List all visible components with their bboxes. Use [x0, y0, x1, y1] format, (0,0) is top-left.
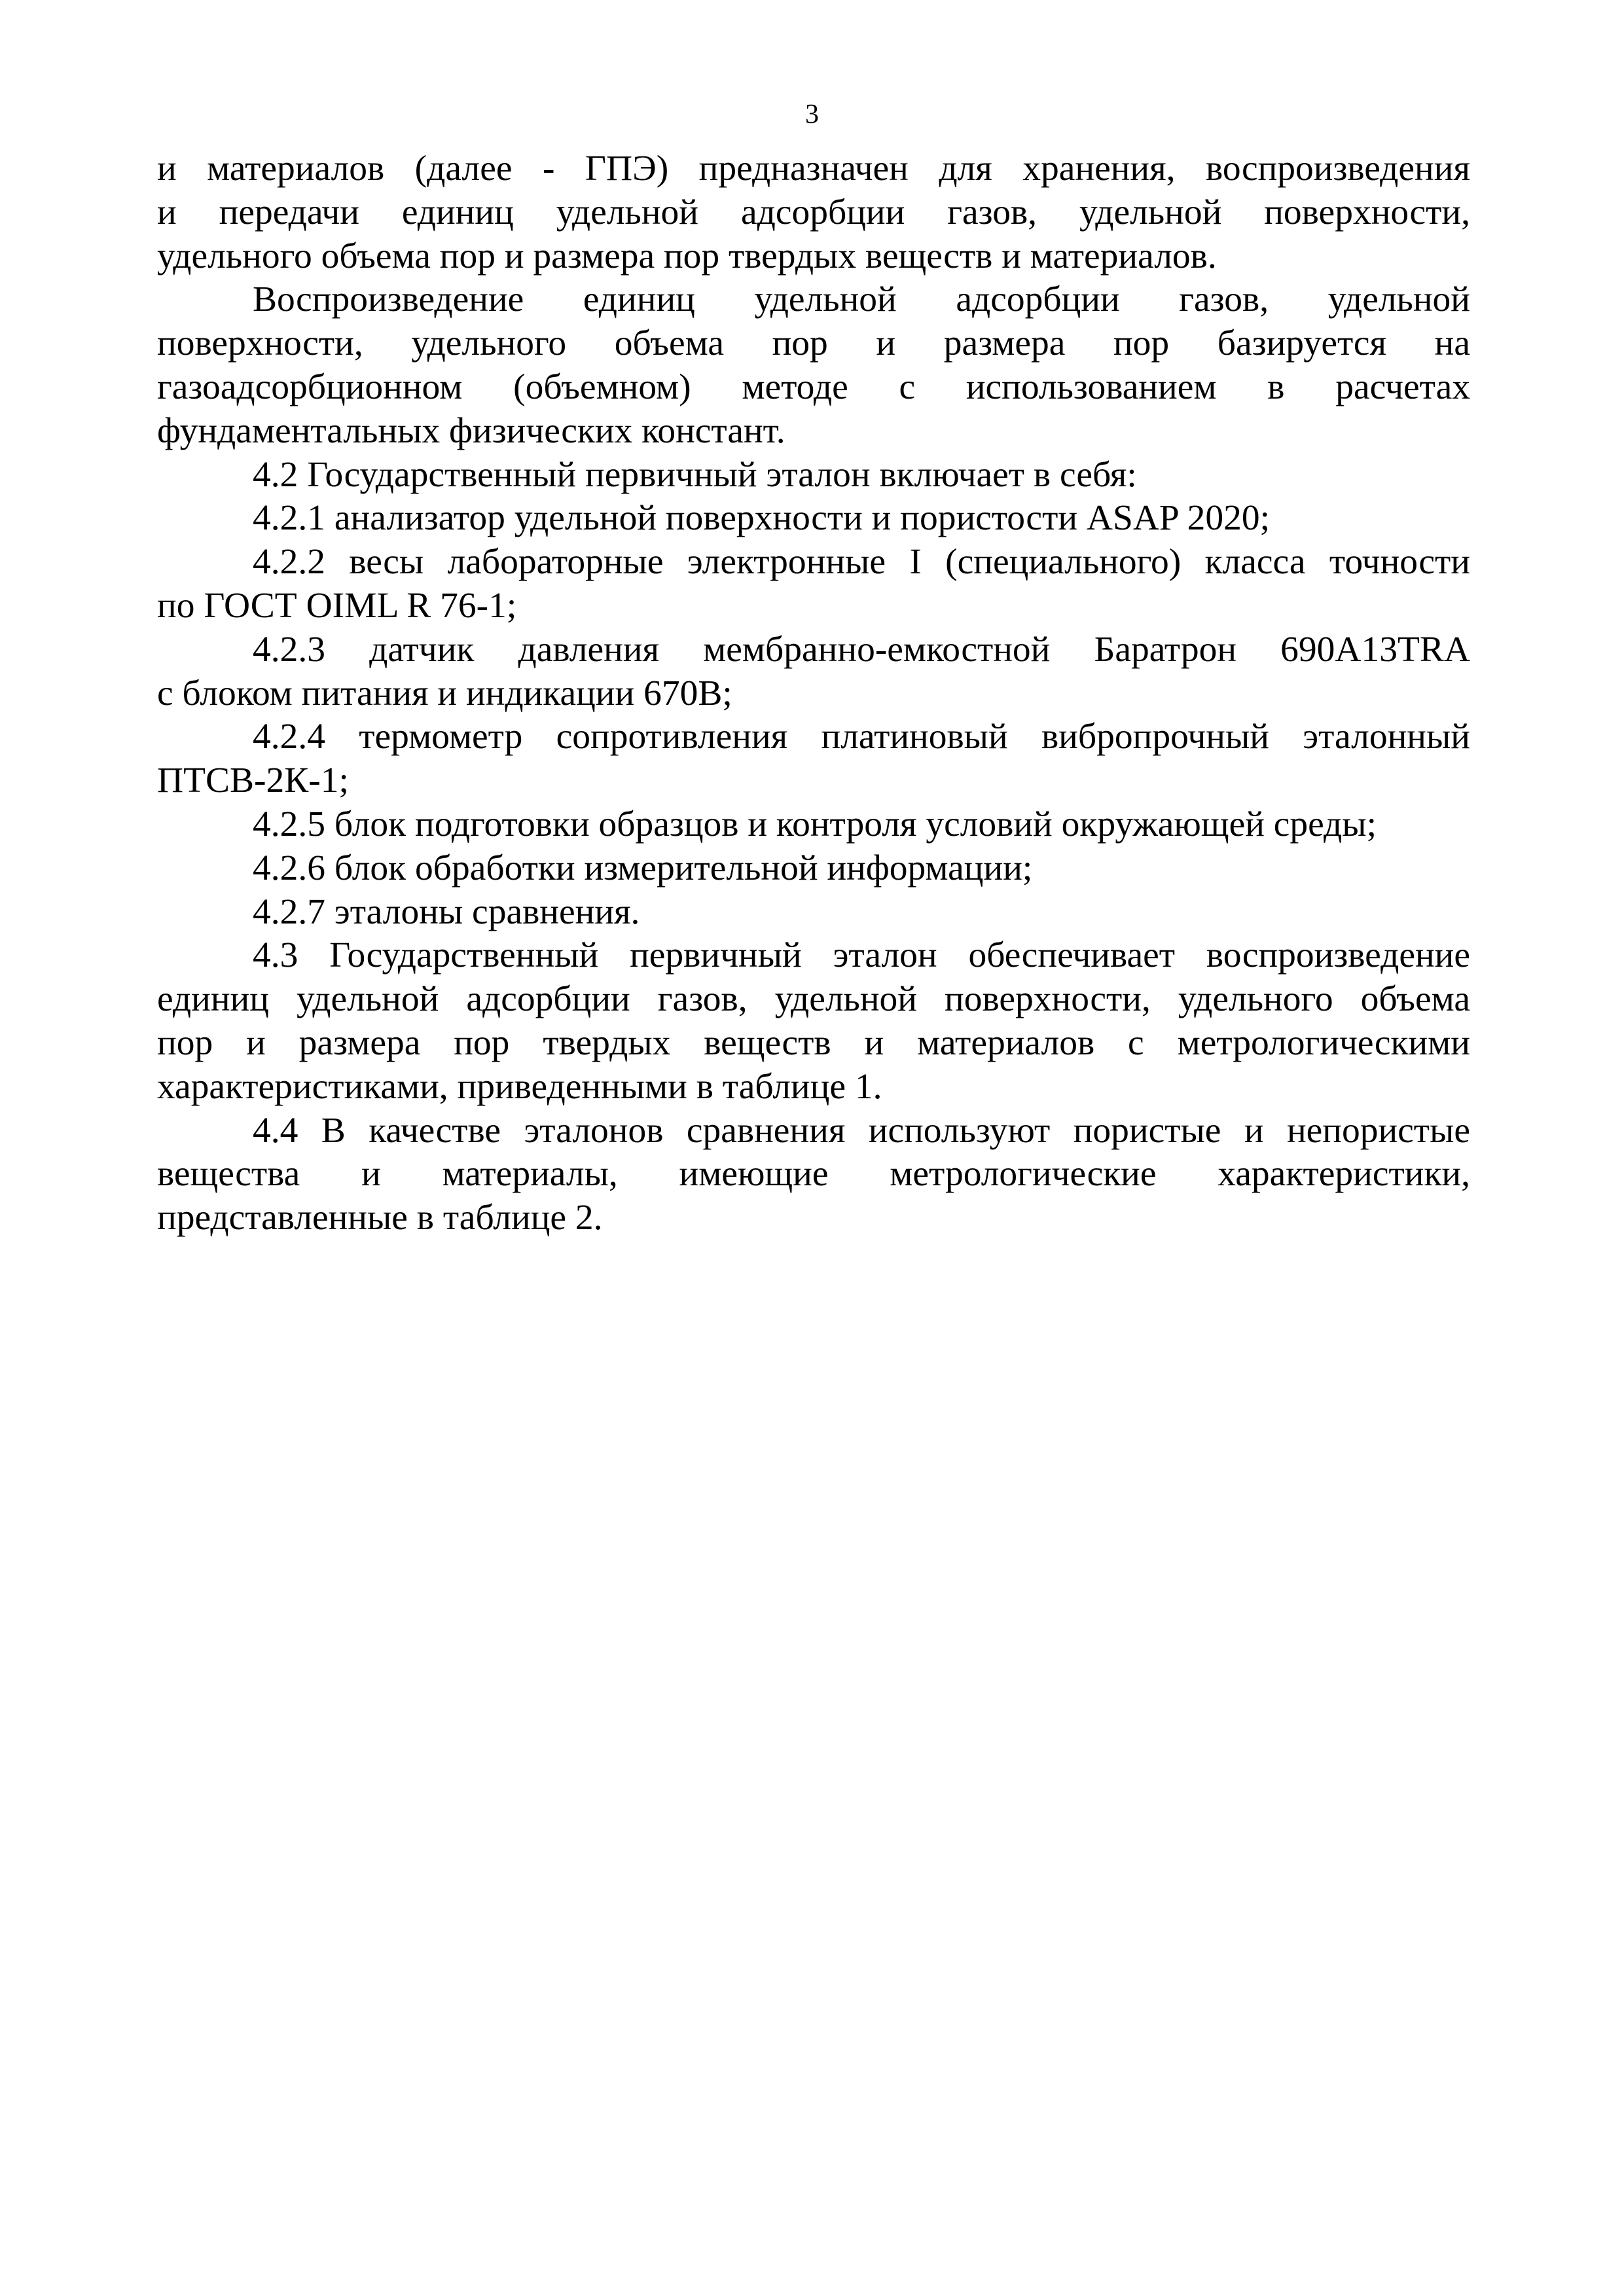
text-line: представленные в таблице 2.	[157, 1198, 603, 1238]
text-line: 4.4 В качестве эталонов сравнения используют пористые и непористые	[253, 1110, 1470, 1151]
text-line: и передачи единиц удельной адсорбции газов, удельной поверхности,	[157, 192, 1470, 232]
document-body	[157, 147, 1470, 1240]
text-line: по ГОСТ OIML R 76-1;	[157, 585, 517, 626]
text-line: с блоком питания и индикации 670B;	[157, 673, 732, 713]
text-line: 4.3 Государственный первичный эталон обеспечивает воспроизведение	[253, 935, 1470, 976]
text-line: поверхности, удельного объема пор и размера пор базируется на	[157, 323, 1470, 364]
text-line: 4.2.3 датчик давления мембранно-емкостной Баратрон 690A13TRA	[253, 629, 1470, 670]
text-line: 4.2 Государственный первичный эталон включает в себя:	[253, 454, 1137, 495]
text-line: 4.2.4 термометр сопротивления платиновый вибропрочный эталонный	[253, 717, 1470, 757]
text-line: 4.2.7 эталоны сравнения.	[253, 891, 640, 932]
text-line: Воспроизведение единиц удельной адсорбции газов, удельной	[253, 279, 1470, 320]
text-line: характеристиками, приведенными в таблице 1.	[157, 1066, 882, 1107]
text-line: ПТСВ-2К-1;	[157, 761, 349, 801]
text-line: 4.2.1 анализатор удельной поверхности и пористости ASAP 2020;	[253, 498, 1271, 539]
text-line: удельного объема пор и размера пор твердых веществ и материалов.	[157, 236, 1217, 276]
text-line: единиц удельной адсорбции газов, удельной поверхности, удельного объема	[157, 979, 1470, 1020]
text-line: 4.2.2 весы лабораторные электронные I (специального) класса точности	[253, 542, 1470, 583]
text-line: газоадсорбционном (объемном) методе с использованием в расчетах	[157, 367, 1470, 407]
text-line: вещества и материалы, имеющие метрологические характеристики,	[157, 1154, 1470, 1194]
text-line: 4.2.5 блок подготовки образцов и контроля условий окружающей среды;	[253, 804, 1377, 844]
text-line: фундаментальных физических констант.	[157, 410, 785, 451]
text-line: и материалов (далее - ГПЭ) предназначен для хранения, воспроизведения	[157, 149, 1470, 188]
text-line: 4.2.6 блок обработки измерительной информации;	[253, 848, 1033, 888]
page-number: 3	[805, 99, 819, 130]
text-line: пор и размера пор твердых веществ и материалов с метрологическими	[157, 1022, 1470, 1063]
